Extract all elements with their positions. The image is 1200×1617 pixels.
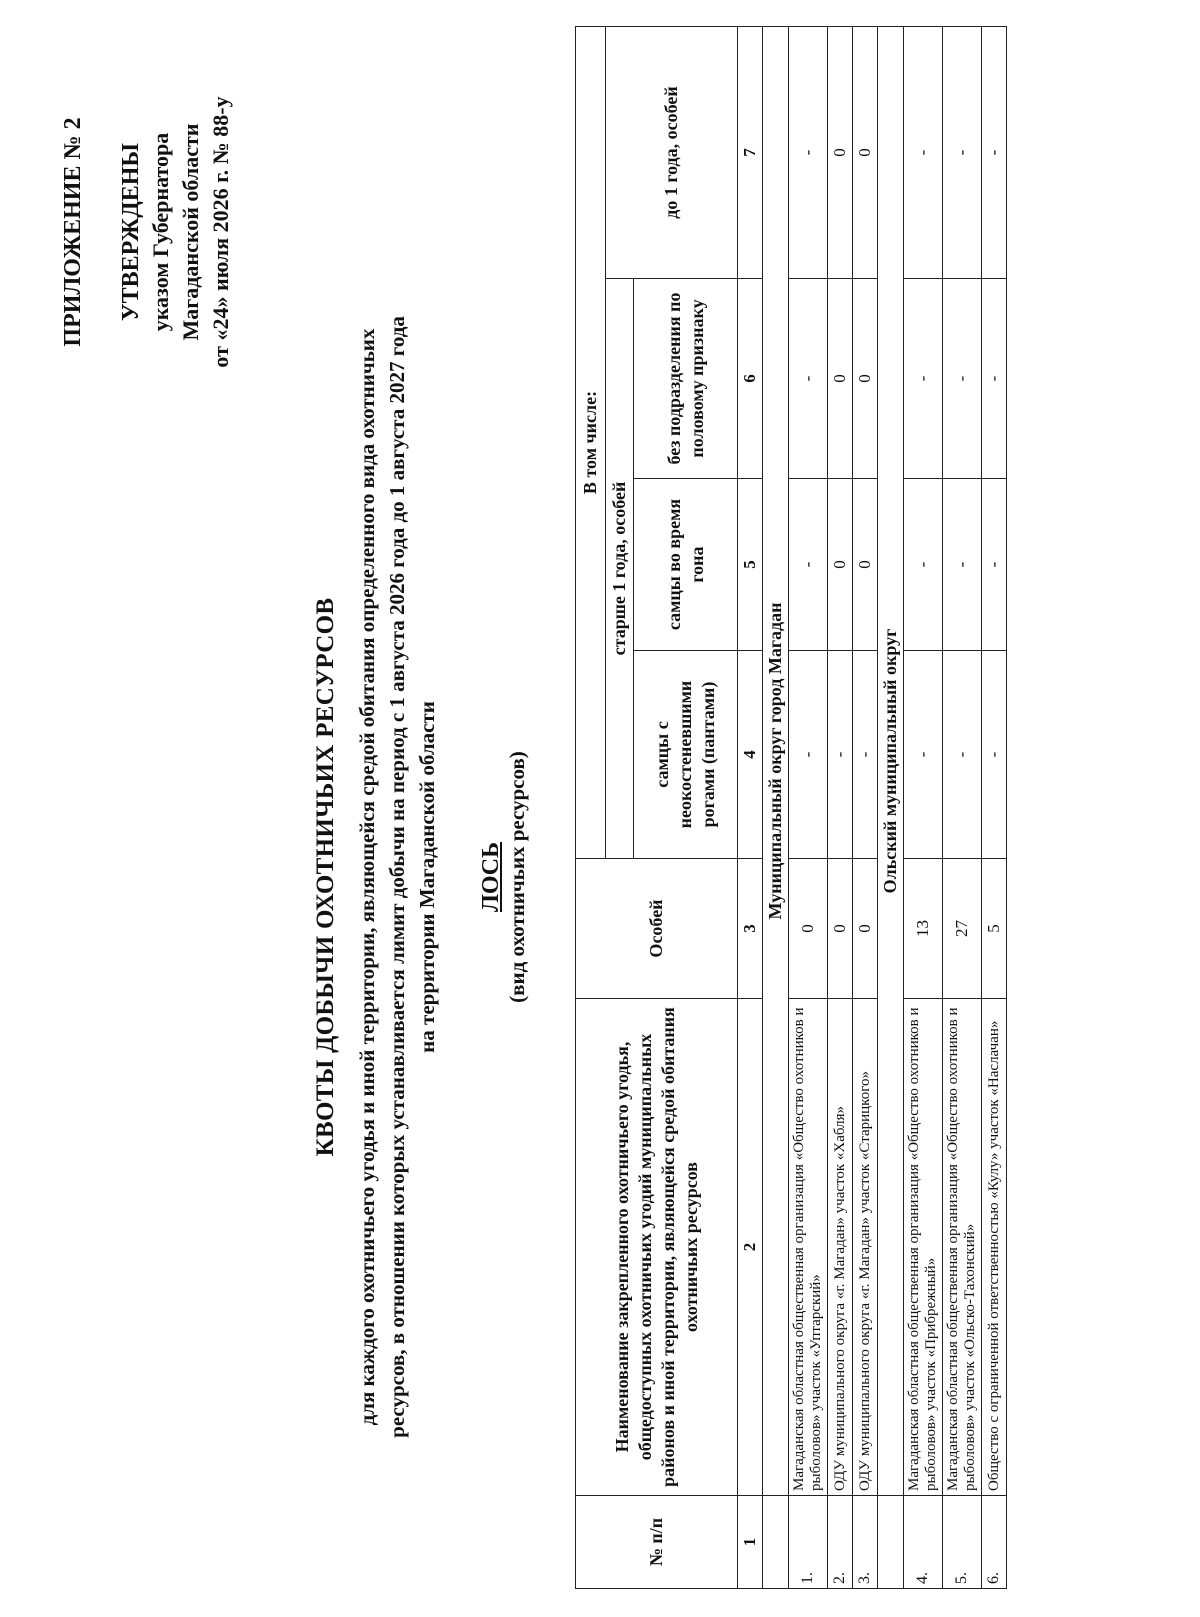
species-name: ЛОСЬ <box>478 841 504 913</box>
row-young: - <box>943 27 982 279</box>
row-total: 0 <box>853 859 878 999</box>
section-row <box>878 27 904 1589</box>
row-rut: - <box>943 479 982 651</box>
column-number: 7 <box>738 27 763 279</box>
table-row <box>904 27 943 1589</box>
row-antlers: - <box>853 651 878 859</box>
column-numbers-row <box>738 27 763 1589</box>
approval-line-1: указом Губернатора <box>148 132 173 332</box>
row-nosex: 0 <box>828 279 853 479</box>
quota-table <box>575 26 1007 1589</box>
approved-label: УТВЕРЖДЕНЫ <box>118 143 144 321</box>
column-number: 6 <box>738 279 763 479</box>
row-rut: 0 <box>828 479 853 651</box>
row-antlers: - <box>789 651 828 859</box>
document-title: КВОТЫ ДОБЫЧИ ОХОТНИЧЬИХ РЕСУРСОВ <box>312 597 339 1157</box>
row-nosex: - <box>943 279 982 479</box>
header-name: Наименование закрепленного охотничьего угодья, общедоступных охотничьих угодий муниципальных районов и иной территории, являющейся средой обитания охотничьих ресурсов <box>576 999 738 1496</box>
row-young: - <box>904 27 943 279</box>
row-antlers: - <box>982 651 1007 859</box>
header-including: В том числе: <box>576 27 606 859</box>
header-nosex: без подразделения по половому признаку <box>634 279 738 479</box>
row-nosex: - <box>904 279 943 479</box>
row-name: Магаданская областная общественная организация «Общество охотников и рыболовов» участок «Прибрежный» <box>904 999 943 1496</box>
row-young: - <box>789 27 828 279</box>
species-note: (вид охотничьих ресурсов) <box>505 751 529 1003</box>
row-name: ОДУ муниципального округа «г. Магадан» участок «Старицкого» <box>853 999 878 1496</box>
document-header <box>312 207 530 1547</box>
header-rut: самцы во время гона <box>634 479 738 651</box>
row-total: 13 <box>904 859 943 999</box>
row-young: 0 <box>828 27 853 279</box>
header-young: до 1 года, особей <box>606 27 738 279</box>
row-total: 0 <box>828 859 853 999</box>
approval-block <box>58 22 236 442</box>
table-row <box>853 27 878 1589</box>
header-antlers: самцы с неокостеневшими рогами (пантами) <box>634 651 738 859</box>
row-number: 2. <box>828 1496 853 1589</box>
row-name: Общество с ограниченной ответственностью «Кулу» участок «Наслачан» <box>982 999 1007 1496</box>
row-number: 3. <box>853 1496 878 1589</box>
row-total: 0 <box>789 859 828 999</box>
table-row <box>828 27 853 1589</box>
table-row <box>789 27 828 1589</box>
section-title: Ольский муниципальный округ <box>878 27 904 1496</box>
row-name: Магаданская областная общественная организация «Общество охотников и рыболовов» участок «Уптарский» <box>789 999 828 1496</box>
row-total: 27 <box>943 859 982 999</box>
row-name: ОДУ муниципального округа «г. Магадан» участок «Хабля» <box>828 999 853 1496</box>
subtitle-line-2: ресурсов, в отношении которых устанавливается лимит добычи на период с 1 августа 2026 года до 1 августа 2027 года <box>385 316 409 1438</box>
table-row <box>943 27 982 1589</box>
row-number: 4. <box>904 1496 943 1589</box>
section-num-cell <box>878 1496 904 1589</box>
row-number: 1. <box>789 1496 828 1589</box>
row-name: Магаданская областная общественная организация «Общество охотников и рыболовов» участок «Ольско-Тахонский» <box>943 999 982 1496</box>
row-antlers: - <box>904 651 943 859</box>
row-antlers: - <box>828 651 853 859</box>
row-nosex: - <box>789 279 828 479</box>
column-number: 5 <box>738 479 763 651</box>
row-total: 5 <box>982 859 1007 999</box>
header-total: Особей <box>576 859 738 999</box>
approval-line-3: от «24» июля 2026 г. № 88-у <box>208 96 233 368</box>
quota-table-body <box>738 27 1007 1589</box>
column-number: 4 <box>738 651 763 859</box>
row-nosex: - <box>982 279 1007 479</box>
row-number: 6. <box>982 1496 1007 1589</box>
subtitle-line-1: для каждого охотничьего угодья и иной территории, являющейся средой обитания определенного вида охотничьих <box>355 328 379 1426</box>
row-rut: 0 <box>853 479 878 651</box>
appendix-label: ПРИЛОЖЕНИЕ № 2 <box>60 117 86 347</box>
section-title: Муниципальный округ город Магадан <box>763 27 789 1496</box>
row-nosex: 0 <box>853 279 878 479</box>
header-older: старше 1 года, особей <box>606 279 634 859</box>
row-rut: - <box>789 479 828 651</box>
row-rut: - <box>904 479 943 651</box>
section-num-cell <box>763 1496 789 1589</box>
row-young: - <box>982 27 1007 279</box>
approval-line-2: Магаданской области <box>178 123 203 341</box>
header-num: № п/п <box>576 1496 738 1589</box>
table-row <box>982 27 1007 1589</box>
column-number: 1 <box>738 1496 763 1589</box>
section-row <box>763 27 789 1589</box>
column-number: 2 <box>738 999 763 1496</box>
row-rut: - <box>982 479 1007 651</box>
column-number: 3 <box>738 859 763 999</box>
row-young: 0 <box>853 27 878 279</box>
row-antlers: - <box>943 651 982 859</box>
row-number: 5. <box>943 1496 982 1589</box>
subtitle-line-3: на территории Магаданской области <box>415 701 439 1053</box>
